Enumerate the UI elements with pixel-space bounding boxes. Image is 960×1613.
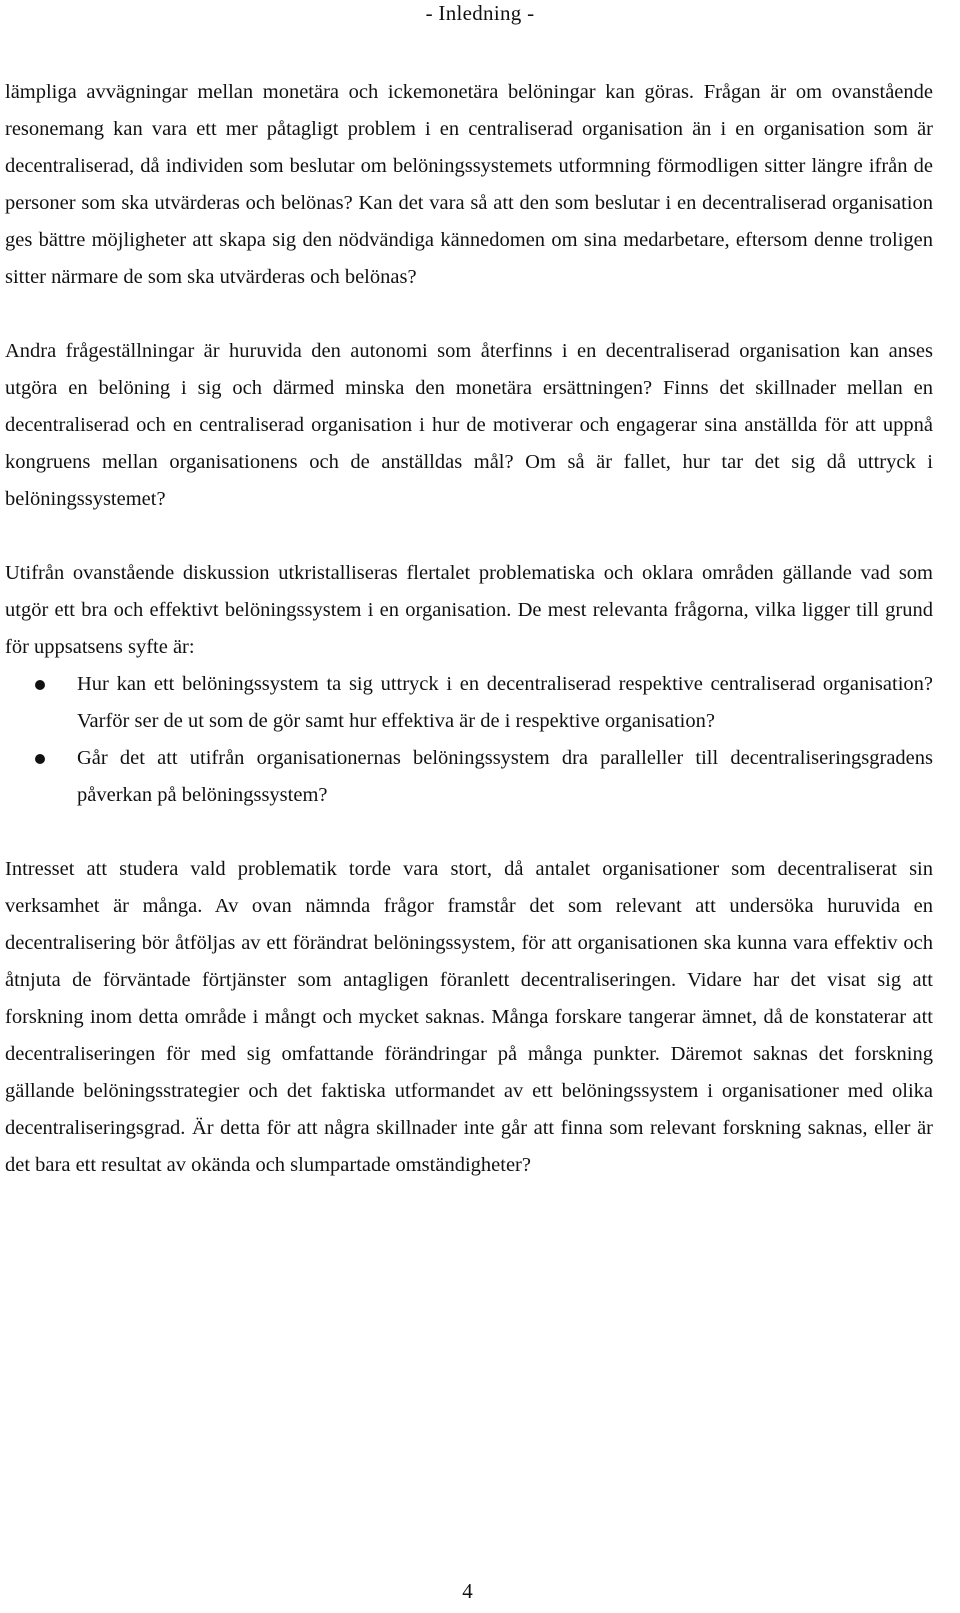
list-item <box>5 666 933 740</box>
bullet-icon <box>35 754 45 764</box>
paragraph-4: Intresset att studera vald problematik torde vara stort, då antalet organisationer som decentraliserat sin verksamhet är många. Av ovan nämnda frågor framstår det som relevant att undersöka huruvida en decentralisering bör åtföljas av ett förändrat belöningssystem, för att organisationen ska kunna vara effektiv och åtnjuta de förväntade förtjänster som antagligen föranlett decentraliseringen. Vidare har det visat sig att forskning inom detta område i mångt och mycket saknas. Många forskare tangerar ämnet, då de konstaterar att decentraliseringen för med sig omfattande förändringar på många punkter. Däremot saknas det forskning gällande belöningsstrategier och det faktiska utformandet av ett belöningssystem i organisationer med olika decentraliseringsgrad. Är detta för att några skillnader inte går att finna som relevant forskning saknas, eller är det bara ett resultat av okända och slumpartade omständigheter? <box>5 858 933 1176</box>
list-item <box>5 740 933 814</box>
list-item-text: Hur kan ett belöningssystem ta sig uttryck i en decentraliserad respektive centraliserad organisation? Varför ser de ut som de gör samt hur effektiva är de i respektive organisation? <box>77 673 933 732</box>
body-text <box>5 74 933 1184</box>
paragraph-3: Utifrån ovanstående diskussion utkristalliseras flertalet problematiska och oklara områden gällande vad som utgör ett bra och effektivt belöningssystem i en organisation. De mest relevanta frågorna, vilka ligger till grund för uppsatsens syfte är: <box>5 562 933 658</box>
running-header: - Inledning - <box>425 1 535 25</box>
page-number: 4 <box>462 1579 473 1603</box>
paragraph-2: Andra frågeställningar är huruvida den autonomi som återfinns i en decentraliserad organisation kan anses utgöra en belöning i sig och därmed minska den monetära ersättningen? Finns det skillnader mellan en decentraliserad och en centraliserad organisation i hur de motiverar och engagerar sina anställda för att uppnå kongruens mellan organisationens och de anställdas mål? Om så är fallet, hur tar det sig då uttryck i belöningssystemet? <box>5 340 933 510</box>
bullet-icon <box>35 680 45 690</box>
research-questions-list <box>5 666 933 814</box>
paragraph-1: lämpliga avvägningar mellan monetära och ickemonetära belöningar kan göras. Frågan är om ovanstående resonemang kan vara ett mer påtagligt problem i en centraliserad organisation än i en organisation som är decentraliserad, då individen som beslutar om belöningssystemets utformning förmodligen sitter längre ifrån de personer som ska utvärderas och belönas? Kan det vara så att den som beslutar i en decentraliserad organisation ges bättre möjligheter att skapa sig den nödvändiga kännedomen om sina medarbetare, eftersom denne troligen sitter närmare de som ska utvärderas och belönas? <box>5 81 933 288</box>
list-item-text: Går det att utifrån organisationernas belöningssystem dra paralleller till decentraliseringsgradens påverkan på belöningssystem? <box>77 747 933 806</box>
